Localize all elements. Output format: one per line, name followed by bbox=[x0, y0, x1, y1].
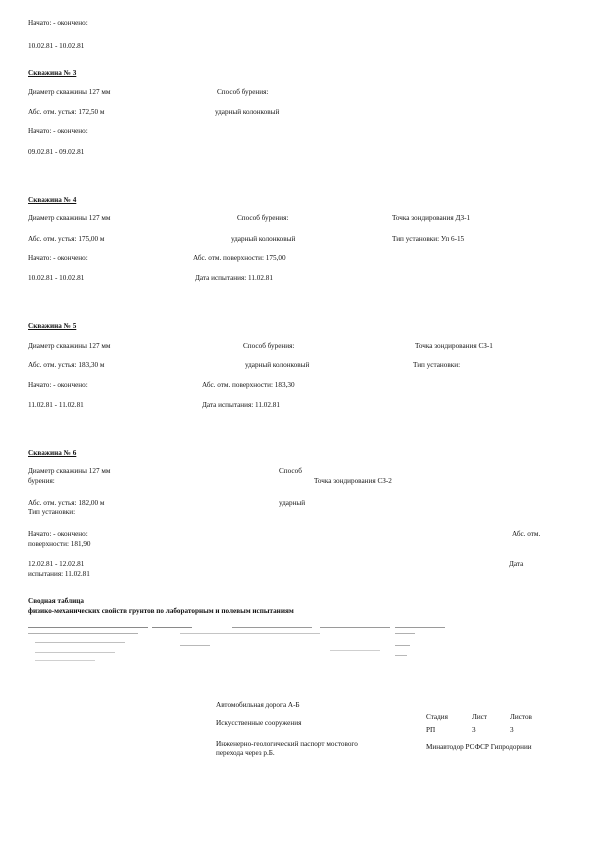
well-4-probe-point: Точка зондирования ДЗ-1 bbox=[392, 214, 471, 222]
well-6-method-label-cont: бурения: bbox=[28, 477, 55, 485]
stamp-organization: Минавтодор РСФСР Гипродорнии bbox=[426, 743, 532, 751]
stamp-sheet-header: Лист bbox=[472, 713, 488, 721]
well-5-dates: 11.02.81 - 11.02.81 bbox=[28, 401, 84, 409]
stamp-passport-line1: Инженерно-геологический паспорт мостового bbox=[216, 740, 358, 748]
stamp-road: Автомобильная дорога А-Б bbox=[216, 701, 300, 709]
well-5-diameter: Диаметр скважины 127 мм bbox=[28, 342, 111, 350]
summary-subtitle: физико-механических свойств грунтов по лабораторным и полевым испытаниям bbox=[28, 607, 294, 615]
well-3-title: Скважина № 3 bbox=[28, 69, 77, 77]
stamp-sheet: 3 bbox=[472, 726, 476, 734]
well-4-method-label: Способ бурения: bbox=[237, 214, 289, 222]
well-5-method-label: Способ бурения: bbox=[243, 342, 295, 350]
well-6-surface-label: Абс. отм. bbox=[512, 530, 541, 538]
stamp-structures: Искусственные сооружения bbox=[216, 719, 302, 727]
well-3-dates: 09.02.81 - 09.02.81 bbox=[28, 148, 85, 156]
well-6-dates: 12.02.81 - 12.02.81 bbox=[28, 560, 85, 568]
well-4-start-end-label: Начато: - окончено: bbox=[28, 254, 88, 262]
well-6-title: Скважина № 6 bbox=[28, 449, 77, 457]
well-5-elevation: Абс. отм. устья: 183,30 м bbox=[28, 361, 105, 369]
well-5-probe-point: Точка зондирования СЗ-1 bbox=[415, 342, 493, 350]
well-5-title: Скважина № 5 bbox=[28, 322, 77, 330]
well-6-method-label: Способ bbox=[279, 467, 302, 475]
well-6-test-date-label: Дата bbox=[509, 560, 524, 568]
well-6-rig: Тип установки: bbox=[28, 508, 76, 516]
well-5-start-end-label: Начато: - окончено: bbox=[28, 381, 88, 389]
well-3-diameter: Диаметр скважины 127 мм bbox=[28, 88, 111, 96]
well-5-method: ударный колонковый bbox=[245, 361, 310, 369]
well-3-method: ударный колонковый bbox=[215, 108, 280, 116]
well-4-method: ударный колонковый bbox=[231, 235, 296, 243]
stamp-passport-line2: перехода через р.Б. bbox=[216, 749, 275, 757]
start-end-label: Начато: - окончено: bbox=[28, 19, 88, 27]
summary-title: Сводная таблица bbox=[28, 597, 85, 605]
stamp-stage-header: Стадия bbox=[426, 713, 448, 721]
stamp-sheets-header: Листов bbox=[510, 713, 532, 721]
well-5-test-date: Дата испытания: 11.02.81 bbox=[202, 401, 280, 409]
well-4-surface: Абс. отм. поверхности: 175,00 bbox=[193, 254, 286, 262]
well-4-elevation: Абс. отм. устья: 175,00 м bbox=[28, 235, 105, 243]
well-3-start-end-label: Начато: - окончено: bbox=[28, 127, 88, 135]
well-5-rig: Тип установки: bbox=[413, 361, 461, 369]
stamp-stage: РП bbox=[426, 726, 436, 734]
well-4-dates: 10.02.81 - 10.02.81 bbox=[28, 274, 85, 282]
well-3-method-label: Способ бурения: bbox=[217, 88, 269, 96]
well-4-title: Скважина № 4 bbox=[28, 196, 77, 204]
well-6-probe-point: Точка зондирования СЗ-2 bbox=[314, 477, 392, 485]
well-6-start-end-label: Начато: - окончено: bbox=[28, 530, 88, 538]
well-5-surface: Абс. отм. поверхности: 183,30 bbox=[202, 381, 295, 389]
dates: 10.02.81 - 10.02.81 bbox=[28, 42, 85, 50]
well-4-diameter: Диаметр скважины 127 мм bbox=[28, 214, 111, 222]
stamp-sheets: 3 bbox=[510, 726, 514, 734]
well-6-elevation: Абс. отм. устья: 182,00 м bbox=[28, 499, 105, 507]
well-6-surface-value: поверхности: 181,90 bbox=[28, 540, 91, 548]
well-4-rig: Тип установки: Уп 6-15 bbox=[392, 235, 465, 243]
well-6-test-date-value: испытания: 11.02.81 bbox=[28, 570, 90, 578]
well-6-method: ударный bbox=[279, 499, 306, 507]
well-3-elevation: Абс. отм. устья: 172,50 м bbox=[28, 108, 105, 116]
well-4-test-date: Дата испытания: 11.02.81 bbox=[195, 274, 273, 282]
well-6-diameter: Диаметр скважины 127 мм bbox=[28, 467, 111, 475]
